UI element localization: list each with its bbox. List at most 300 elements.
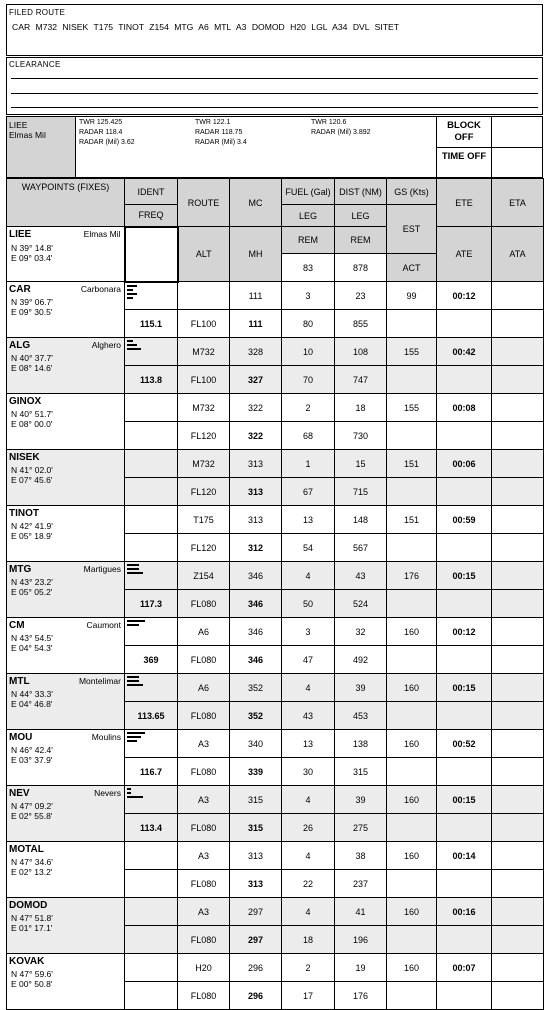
dist-leg-cell: 148 [335,506,387,534]
header-ident: IDENT [125,179,178,205]
fuel-rem-cell: 30 [282,758,335,786]
freq-cell [125,982,178,1010]
gs-act-field[interactable] [387,982,437,1010]
waypoint-code: ALG [9,340,31,351]
mh-cell: 111 [230,310,282,338]
waypoint-lon: E 00° 50.8' [11,979,53,989]
gs-cell: 160 [387,674,437,702]
alt-cell: FL080 [178,758,230,786]
dist-rem-cell: 730 [335,422,387,450]
table-row [7,618,544,646]
freq-text: TWR 122.1 [195,119,231,126]
start-name: Elmas Mil [83,229,121,239]
morse-ident-icon [127,340,177,352]
eta-field[interactable] [492,394,544,422]
ete-cell: 00:15 [437,562,492,590]
start-ident-field[interactable] [125,227,178,282]
mc-cell: 313 [230,842,282,870]
ident-cell [125,618,178,646]
dist-leg-cell: 39 [335,674,387,702]
ate-field[interactable] [437,702,492,730]
morse-ident-icon [127,676,177,688]
gs-act-field[interactable] [387,534,437,562]
gs-cell: 160 [387,954,437,982]
waypoint-lat: N 47° 51.8' [11,913,53,923]
gs-act-field[interactable] [387,478,437,506]
ete-cell: 00:12 [437,618,492,646]
table-row [7,338,544,366]
gs-cell: 160 [387,730,437,758]
mc-cell: 322 [230,394,282,422]
ate-field[interactable] [437,310,492,338]
alt-cell: FL080 [178,590,230,618]
header-gs-act: ACT [387,254,437,282]
departure-code-box [6,116,76,178]
table-row [7,282,544,310]
waypoint-cell [7,730,125,786]
waypoint-cell [7,786,125,842]
waypoint-lat: N 41° 02.0' [11,465,53,475]
table-row [7,954,544,982]
freq-cell: 117.3 [125,590,178,618]
eta-field[interactable] [492,618,544,646]
waypoint-name: Montelimar [78,676,121,686]
freq-text: RADAR (Mil) 3.4 [195,139,247,146]
waypoint-lon: E 01° 17.1' [11,923,53,933]
fuel-rem-cell: 54 [282,534,335,562]
ident-cell [125,842,178,870]
waypoint-lon: E 09° 30.5' [11,307,53,317]
mc-cell: 296 [230,954,282,982]
dist-rem-cell: 567 [335,534,387,562]
ata-field[interactable] [492,982,544,1010]
eta-field[interactable] [492,786,544,814]
route-cell: Z154 [178,562,230,590]
mh-cell: 322 [230,422,282,450]
mh-cell: 327 [230,366,282,394]
waypoint-lon: E 05° 18.9' [11,531,53,541]
header-ata: ATA [492,227,544,282]
ete-cell: 00:07 [437,954,492,982]
gs-cell: 151 [387,506,437,534]
eta-field[interactable] [492,506,544,534]
waypoint-lat: N 43° 54.5' [11,633,53,643]
waypoint-code: TINOT [9,508,39,519]
mc-cell: 352 [230,674,282,702]
eta-field[interactable] [492,898,544,926]
ata-field[interactable] [492,926,544,954]
ate-field[interactable] [437,478,492,506]
route-cell: A3 [178,898,230,926]
mh-cell: 352 [230,702,282,730]
dist-rem-cell: 855 [335,310,387,338]
ete-cell: 00:16 [437,898,492,926]
alt-cell: FL120 [178,534,230,562]
waypoint-code: MTG [9,564,32,575]
start-lat: N 39° 14.8' [11,243,53,253]
fuel-leg-cell: 2 [282,954,335,982]
gs-cell: 99 [387,282,437,310]
waypoint-lat: N 40° 51.7' [11,409,53,419]
ete-cell: 00:52 [437,730,492,758]
ident-cell [125,562,178,590]
alt-cell: FL120 [178,478,230,506]
freq-cell: 113.8 [125,366,178,394]
ata-field[interactable] [492,310,544,338]
ete-cell: 00:15 [437,674,492,702]
table-row [7,898,544,926]
start-fuel-rem: 83 [282,254,335,282]
eta-field[interactable] [492,282,544,310]
ete-cell: 00:42 [437,338,492,366]
waypoint-cell [7,898,125,954]
fuel-leg-cell: 4 [282,842,335,870]
table-row [7,562,544,590]
ate-field[interactable] [437,422,492,450]
fuel-rem-cell: 50 [282,590,335,618]
dist-leg-cell: 19 [335,954,387,982]
route-cell [178,282,230,310]
alt-cell: FL080 [178,870,230,898]
mh-cell: 297 [230,926,282,954]
ata-field[interactable] [492,814,544,842]
waypoint-cell [7,450,125,506]
header-fuel-leg: LEG [282,205,335,227]
freq-cell: 369 [125,646,178,674]
fuel-rem-cell: 22 [282,870,335,898]
header-ete: ETE [437,179,492,227]
waypoint-name: Martigues [83,564,121,574]
fuel-rem-cell: 47 [282,646,335,674]
ata-field[interactable] [492,366,544,394]
freq-text: TWR 120.6 [311,119,347,126]
ate-field[interactable] [437,366,492,394]
dist-rem-cell: 176 [335,982,387,1010]
ate-field[interactable] [437,870,492,898]
waypoint-lon: E 08° 14.6' [11,363,53,373]
ident-cell [125,394,178,422]
waypoint-name: Moulins [91,732,121,742]
block-off-field[interactable] [491,116,543,148]
ata-field[interactable] [492,758,544,786]
ate-field[interactable] [437,534,492,562]
waypoint-code: KOVAK [9,956,45,967]
eta-field[interactable] [492,842,544,870]
gs-cell: 155 [387,338,437,366]
table-row [7,842,544,870]
mc-cell: 315 [230,786,282,814]
clearance-line [11,78,538,79]
fuel-leg-cell: 3 [282,282,335,310]
dist-rem-cell: 275 [335,814,387,842]
dist-rem-cell: 747 [335,366,387,394]
table-row [7,730,544,758]
departure-frequencies [75,116,437,178]
mh-cell: 296 [230,982,282,1010]
header-dist: DIST (NM) [335,179,387,205]
start-lon: E 09° 03.4' [11,253,53,263]
route-cell: M732 [178,450,230,478]
gs-act-field[interactable] [387,702,437,730]
waypoint-code: CAR [9,284,31,295]
clearance-line [11,93,538,94]
alt-cell: FL080 [178,646,230,674]
mh-cell: 346 [230,646,282,674]
ata-field[interactable] [492,422,544,450]
time-off-field[interactable] [491,147,543,178]
gs-cell: 176 [387,562,437,590]
waypoint-code: GINOX [9,396,42,407]
gs-act-field[interactable] [387,646,437,674]
ident-cell [125,786,178,814]
start-dist-rem: 878 [335,254,387,282]
fuel-rem-cell: 70 [282,366,335,394]
dist-rem-cell: 524 [335,590,387,618]
waypoint-cell [7,674,125,730]
header-fuel: FUEL (Gal) [282,179,335,205]
waypoint-code: MTL [9,676,30,687]
dist-leg-cell: 38 [335,842,387,870]
fuel-rem-cell: 80 [282,310,335,338]
ata-field[interactable] [492,534,544,562]
ate-field[interactable] [437,646,492,674]
header-freq: FREQ [125,205,178,227]
ata-field[interactable] [492,590,544,618]
freq-cell: 113.4 [125,814,178,842]
fuel-rem-cell: 43 [282,702,335,730]
freq-cell: 116.7 [125,758,178,786]
gs-act-field[interactable] [387,926,437,954]
header-gs-est: EST [387,205,437,254]
waypoint-lon: E 04° 54.3' [11,643,53,653]
dist-leg-cell: 39 [335,786,387,814]
waypoint-name: Caumont [86,620,121,630]
mc-cell: 346 [230,618,282,646]
morse-ident-icon [127,620,177,632]
route-cell: M732 [178,394,230,422]
table-row [7,394,544,422]
header-fuel-rem: REM [282,227,335,254]
waypoint-cell [7,954,125,1010]
dist-rem-cell: 196 [335,926,387,954]
fuel-rem-cell: 18 [282,926,335,954]
eta-field[interactable] [492,730,544,758]
waypoint-code: NEV [9,788,30,799]
header-dist-rem: REM [335,227,387,254]
fuel-leg-cell: 4 [282,786,335,814]
departure-name: Elmas Mil [9,130,46,140]
dist-leg-cell: 108 [335,338,387,366]
navigation-log-table [6,178,544,1010]
mc-cell: 346 [230,562,282,590]
header-route: ROUTE [178,179,230,227]
gs-cell: 160 [387,842,437,870]
gs-act-field[interactable] [387,758,437,786]
mc-cell: 340 [230,730,282,758]
waypoint-name: Alghero [91,340,121,350]
clearance-label: CLEARANCE [9,60,61,69]
route-cell: M732 [178,338,230,366]
alt-cell: FL080 [178,814,230,842]
freq-text: RADAR (Mil) 3.892 [311,129,371,136]
dist-rem-cell: 315 [335,758,387,786]
ata-field[interactable] [492,478,544,506]
waypoint-lon: E 07° 45.6' [11,475,53,485]
ident-cell [125,730,178,758]
fuel-leg-cell: 2 [282,394,335,422]
waypoint-code: CM [9,620,25,631]
gs-act-field[interactable] [387,366,437,394]
morse-ident-icon [127,788,177,800]
gs-cell: 160 [387,898,437,926]
freq-cell [125,422,178,450]
start-waypoint [7,227,125,282]
route-cell: T175 [178,506,230,534]
freq-cell [125,926,178,954]
block-off-label-box [436,116,492,148]
header-waypoints: WAYPOINTS (FIXES) [7,179,125,227]
mc-cell: 313 [230,450,282,478]
departure-code: LIEE [9,120,28,130]
freq-text: TWR 125.425 [79,119,123,126]
alt-cell: FL080 [178,926,230,954]
waypoint-lon: E 05° 05.2' [11,587,53,597]
ate-field[interactable] [437,926,492,954]
ate-field[interactable] [437,590,492,618]
ete-cell: 00:06 [437,450,492,478]
ident-cell [125,954,178,982]
freq-cell: 115.1 [125,310,178,338]
waypoint-lat: N 46° 42.4' [11,745,53,755]
waypoint-lon: E 08° 00.0' [11,419,53,429]
route-cell: A3 [178,786,230,814]
header-dist-leg: LEG [335,205,387,227]
gs-act-field[interactable] [387,310,437,338]
ete-cell: 00:14 [437,842,492,870]
clearance-line [11,107,538,108]
alt-cell: FL100 [178,310,230,338]
waypoint-cell [7,562,125,618]
fuel-rem-cell: 17 [282,982,335,1010]
gs-act-field[interactable] [387,870,437,898]
waypoint-lon: E 02° 55.8' [11,811,53,821]
waypoint-code: NISEK [9,452,40,463]
waypoint-lat: N 44° 33.3' [11,689,53,699]
route-cell: A6 [178,674,230,702]
filed-route-value: CAR M732 NISEK T175 TINOT Z154 MTG A6 MTL A3 DOMOD H20 LGL A34 DVL SITET [12,22,399,32]
eta-field[interactable] [492,562,544,590]
mh-cell: 346 [230,590,282,618]
header-mh: MH [230,227,282,282]
dist-leg-cell: 138 [335,730,387,758]
waypoint-lat: N 47° 34.6' [11,857,53,867]
waypoint-lat: N 40° 37.7' [11,353,53,363]
ident-cell [125,282,178,310]
gs-cell: 155 [387,394,437,422]
dist-rem-cell: 453 [335,702,387,730]
mh-cell: 339 [230,758,282,786]
dist-leg-cell: 41 [335,898,387,926]
dist-rem-cell: 237 [335,870,387,898]
eta-field[interactable] [492,338,544,366]
mh-cell: 312 [230,534,282,562]
eta-field[interactable] [492,450,544,478]
alt-cell: FL080 [178,702,230,730]
fuel-rem-cell: 26 [282,814,335,842]
fuel-rem-cell: 67 [282,478,335,506]
alt-cell: FL080 [178,982,230,1010]
filed-route-label: FILED ROUTE [9,8,66,17]
waypoint-code: DOMOD [9,900,48,911]
ident-cell [125,338,178,366]
gs-cell: 160 [387,618,437,646]
ident-cell [125,450,178,478]
header-eta: ETA [492,179,544,227]
fuel-leg-cell: 10 [282,338,335,366]
mc-cell: 313 [230,506,282,534]
dist-leg-cell: 43 [335,562,387,590]
header-ate: ATE [437,227,492,282]
gs-cell: 151 [387,450,437,478]
waypoint-cell [7,282,125,338]
waypoint-name: Carbonara [80,284,121,294]
mc-cell: 328 [230,338,282,366]
mh-cell: 313 [230,870,282,898]
fuel-rem-cell: 68 [282,422,335,450]
route-cell: H20 [178,954,230,982]
block-off-label: BLOCK OFF [447,120,481,143]
ate-field[interactable] [437,758,492,786]
fuel-leg-cell: 4 [282,674,335,702]
freq-cell [125,870,178,898]
eta-field[interactable] [492,954,544,982]
ata-field[interactable] [492,870,544,898]
alt-cell: FL120 [178,422,230,450]
filed-route-box [6,4,543,56]
header-mc: MC [230,179,282,227]
dist-leg-cell: 15 [335,450,387,478]
gs-act-field[interactable] [387,814,437,842]
dist-leg-cell: 18 [335,394,387,422]
eta-field[interactable] [492,674,544,702]
alt-cell: FL100 [178,366,230,394]
waypoint-name: Nevers [94,788,121,798]
waypoint-cell [7,394,125,450]
ident-cell [125,898,178,926]
time-off-label: TIME OFF [441,151,487,162]
waypoint-cell [7,506,125,562]
ata-field[interactable] [492,702,544,730]
fuel-leg-cell: 4 [282,562,335,590]
gs-act-field[interactable] [387,590,437,618]
waypoint-cell [7,618,125,674]
gs-act-field[interactable] [387,422,437,450]
ate-field[interactable] [437,814,492,842]
waypoint-code: MOU [9,732,33,743]
time-off-label-box [436,147,492,178]
freq-text: RADAR 118.75 [195,129,243,136]
mc-cell: 297 [230,898,282,926]
waypoint-lat: N 39° 06.7' [11,297,53,307]
waypoint-lon: E 03° 37.9' [11,755,53,765]
waypoint-lon: E 02° 13.2' [11,867,53,877]
ete-cell: 00:59 [437,506,492,534]
ident-cell [125,674,178,702]
ata-field[interactable] [492,646,544,674]
route-cell: A6 [178,618,230,646]
ate-field[interactable] [437,982,492,1010]
dist-rem-cell: 715 [335,478,387,506]
